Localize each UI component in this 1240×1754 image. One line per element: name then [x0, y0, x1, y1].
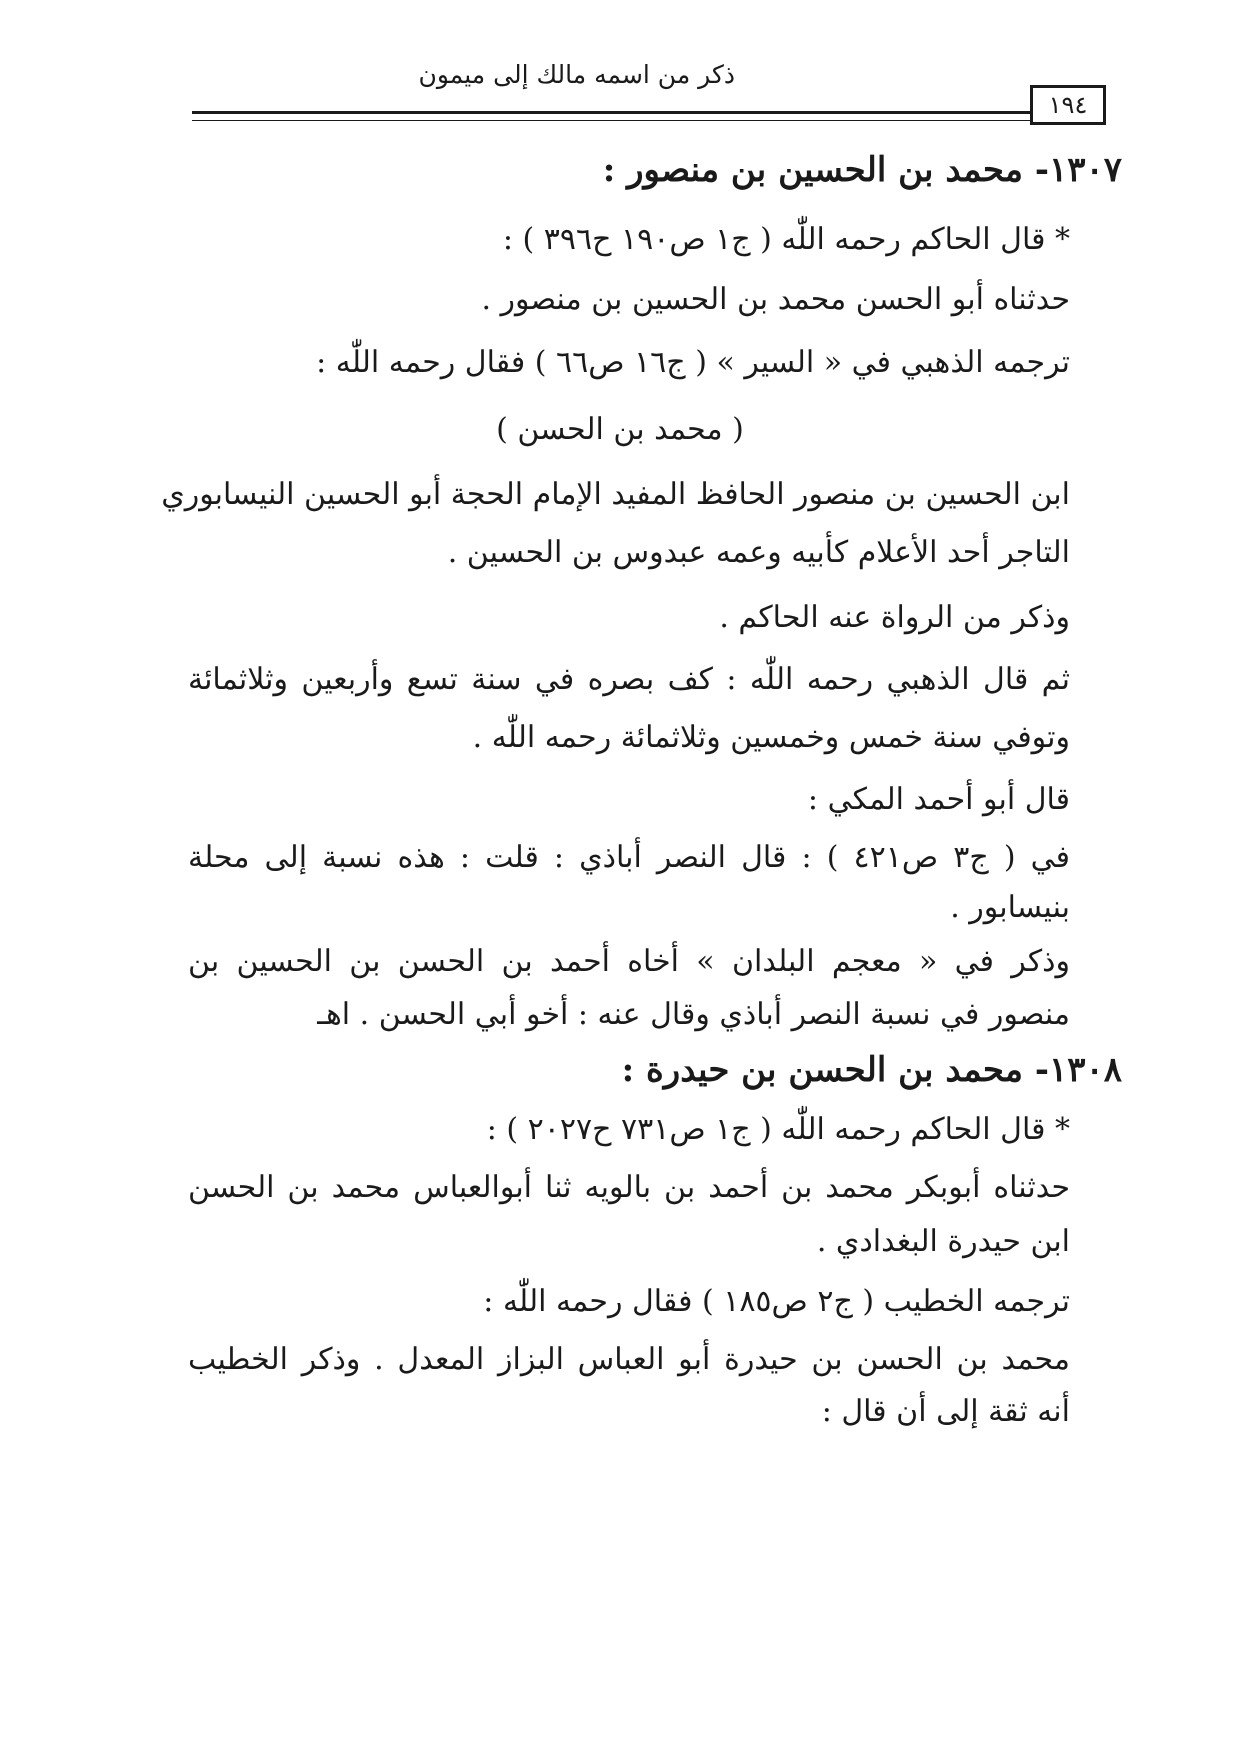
text-line: التاجر أحد الأعلام كأبيه وعمه عبدوس بن الحسين .: [447, 535, 1070, 570]
text-line: * قال الحاكم رحمه اللّٰه ( ج١ ص١٩٠ ح٣٩٦ ) :: [502, 222, 1070, 257]
text-line: * قال الحاكم رحمه اللّٰه ( ج١ ص٧٣١ ح٢٠٢٧ ) :: [486, 1112, 1070, 1147]
text-line: وذكر في « معجم البلدان » أخاه أحمد بن الحسن بن الحسين بن: [188, 944, 1070, 979]
text-line: حدثناه أبو الحسن محمد بن الحسين بن منصور .: [481, 282, 1070, 317]
text-line: وذكر من الرواة عنه الحاكم .: [719, 600, 1070, 635]
text-line: منصور في نسبة النصر أباذي وقال عنه : أخو أبي الحسن . اهـ: [317, 997, 1070, 1032]
running-title: ذكر من اسمه مالك إلى ميمون: [418, 60, 735, 89]
text-line: حدثناه أبوبكر محمد بن أحمد بن بالويه ثنا أبوالعباس محمد بن الحسن: [188, 1170, 1070, 1205]
biography-name: ( محمد بن الحسن ): [496, 412, 744, 447]
text-line: ابن الحسين بن منصور الحافظ المفيد الإمام الحجة أبو الحسين النيسابوري: [161, 477, 1070, 512]
text-line: محمد بن الحسن بن حيدرة أبو العباس البزاز المعدل . وذكر الخطيب: [188, 1342, 1070, 1377]
text-line: بنيسابور .: [950, 890, 1070, 925]
text-line: ترجمه الذهبي في « السير » ( ج١٦ ص٦٦ ) فقال رحمه اللّٰه :: [316, 345, 1070, 380]
text-line: قال أبو أحمد المكي :: [807, 782, 1070, 817]
text-line: ترجمه الخطيب ( ج٢ ص١٨٥ ) فقال رحمه اللّٰه :: [483, 1284, 1070, 1319]
entry-heading: ١٣٠٨- محمد بن الحسن بن حيدرة :: [621, 1050, 1122, 1090]
page-number: ١٩٤: [1030, 85, 1106, 125]
text-line: في ( ج٣ ص٤٢١ ) : قال النصر أباذي : قلت : هذه نسبة إلى محلة: [188, 840, 1070, 875]
header-rule: [192, 111, 1030, 121]
text-line: أنه ثقة إلى أن قال :: [821, 1394, 1070, 1429]
text-line: ابن حيدرة البغدادي .: [816, 1224, 1070, 1259]
text-line: وتوفي سنة خمس وخمسين وثلاثمائة رحمه اللّٰه .: [472, 720, 1070, 755]
text-line: ثم قال الذهبي رحمه اللّٰه : كف بصره في سنة تسع وأربعين وثلاثمائة: [188, 662, 1070, 697]
entry-heading: ١٣٠٧- محمد بن الحسين بن منصور :: [602, 150, 1122, 190]
